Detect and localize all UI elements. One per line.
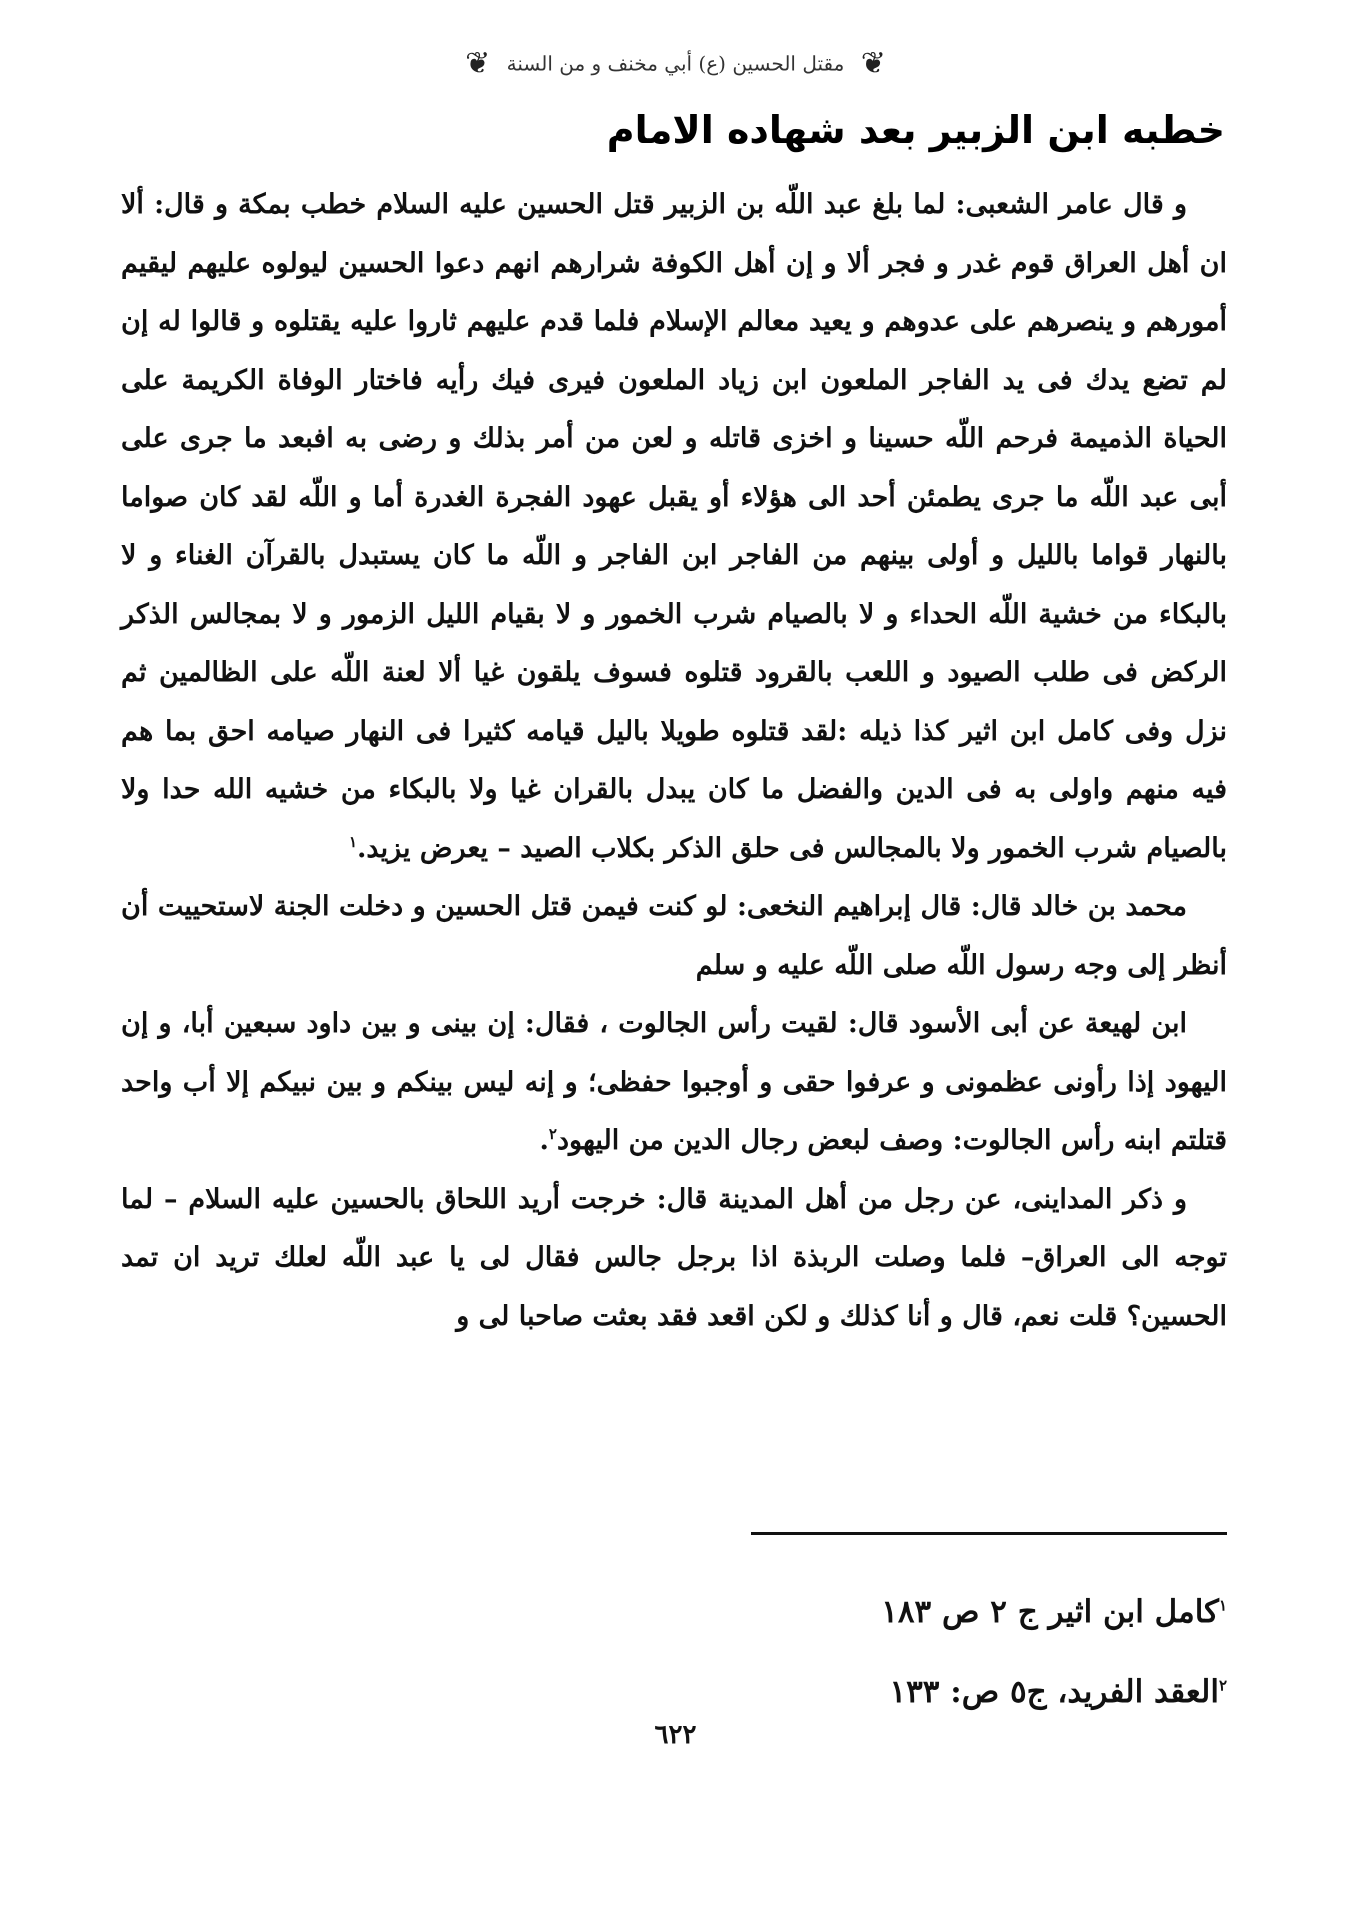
footnote-divider bbox=[751, 1532, 1227, 1535]
paragraph bbox=[121, 878, 1227, 995]
ornament-icon: ❦ bbox=[860, 46, 886, 81]
running-title: مقتل الحسين (ع) أبي مخنف و من السنة bbox=[506, 51, 845, 76]
paragraph-text: محمد بن خالد قال: قال إبراهيم النخعى: لو كنت فيمن قتل الحسين و دخلت الجنة لاستحييت أن أنظر إلى وجه رسول اللّه صلى اللّه عليه و سلم bbox=[121, 891, 1227, 981]
paragraph-text: ابن لهيعة عن أبى الأسود قال: لقيت رأس الجالوت ، فقال: إن بينى و بين داود سبعين أبا، و إن اليهود إذا رأونى عظمونى و عرفوا حقى و أوجبوا حفظى؛ و إنه ليس بينكم و بين نبيكم إلا أب واحد قتلتم ابنه رأس الجالوت: وصف لبعض رجال الدين من اليهود bbox=[121, 1008, 1227, 1156]
running-header bbox=[0, 46, 1351, 81]
paragraph: ابن لهيعة عن أبى الأسود قال: لقيت رأس الجالوت ، فقال: إن بينى و بين داود سبعين أبا، و إن اليهود إذا رأونى عظمونى و عرفوا حقى و أوجبوا حفظى؛ و إنه ليس بينكم و بين نبيكم إلا أب واحد قتلتم ابنه رأس الجالوت: وصف لبعض رجال الدين من اليهود$^٢$. bbox=[121, 1008, 1227, 1156]
footnote-text: كامل ابن اثير ج ٢ ص ١٨٣ bbox=[881, 1594, 1219, 1630]
body-text bbox=[121, 176, 1227, 1346]
footnotes bbox=[527, 1572, 1227, 1732]
paragraph bbox=[121, 176, 1227, 878]
paragraph-text: و ذكر المداينى، عن رجل من أهل المدينة قال: خرجت أريد اللحاق بالحسين عليه السلام – لما توجه الى العراق– فلما وصلت الربذة اذا برجل جالس فقال لى يا عبد اللّه لعلك تريد ان تمد الحسين؟ قلت نعم، قال و أنا كذلك و لكن اقعد فقد بعثت صاحبا لى و bbox=[121, 1183, 1227, 1332]
footnote-ref: ٢ bbox=[548, 1125, 557, 1143]
section-heading: خطبه ابن الزبير بعد شهاده الامام bbox=[606, 108, 1225, 152]
paragraph bbox=[121, 1171, 1227, 1347]
footnote-text: العقد الفريد، ج٥ ص: ١٣٣ bbox=[889, 1674, 1219, 1710]
footnote-mark: ٢ bbox=[1218, 1676, 1227, 1695]
page-number: ٦٢٢ bbox=[654, 1720, 697, 1750]
footnote bbox=[527, 1572, 1227, 1652]
paragraph-text: و قال عامر الشعبى: لما بلغ عبد اللّه بن الزبير قتل الحسين عليه السلام خطب بمكة و قال: ألا ان أهل العراق قوم غدر و فجر ألا و إن أهل الكوفة شرارهم انهم دعوا الحسين ليولوه عليهم ليقيم أمورهم و ينصرهم على عدوهم و يعيد معالم الإسلام فلما قدم عليهم ثاروا عليه يقتلوه و قالوا له إن لم تضع يدك فى يد الفاجر الملعون ابن زياد الملعون فيرى فيك رأيه فاختار الوفاة الكريمة على الحياة الذميمة فرحم اللّه حسينا و اخزى قاتله و لعن من أمر بذلك و رضى به افبعد ما جرى على أبى عبد اللّه ما جرى يطمئن أحد الى هؤلاء أو يقبل عهود الفجرة الغدرة أما و اللّه لقد كان صواما بالنهار قواما بالليل و أولى بينهم من الفاجر ابن الفاجر و اللّه ما كان يستبدل بالقرآن الغناء و لا بالبكاء من خشية اللّه الحداء و لا بالصيام شرب الخمور و لا بقيام الليل الزمور و لا بمجالس الذكر الركض فى طلب الصيود و اللعب بالقرود قتلوه فسوف يلقون غيا ألا لعنة اللّه على الظالمين ثم نزل وفى كامل ابن اثير كذا ذيله :لقد قتلوه طويلا باليل قيامه كثيرا فى النهار صيامه احق بما هم فيه منهم واولى به فى الدين والفضل ما كان يبدل بالقران غيا ولا بالبكاء من خشيه الله حدا ولا بالصيام شرب الخمور ولا بالمجالس فى حلق الذكر بكلاب الصيد – يعرض يزيد. bbox=[121, 189, 1227, 864]
footnote-mark: ١ bbox=[1218, 1596, 1227, 1615]
footnote-ref: ١ bbox=[348, 832, 357, 851]
ornament-icon: ❦ bbox=[465, 46, 491, 81]
